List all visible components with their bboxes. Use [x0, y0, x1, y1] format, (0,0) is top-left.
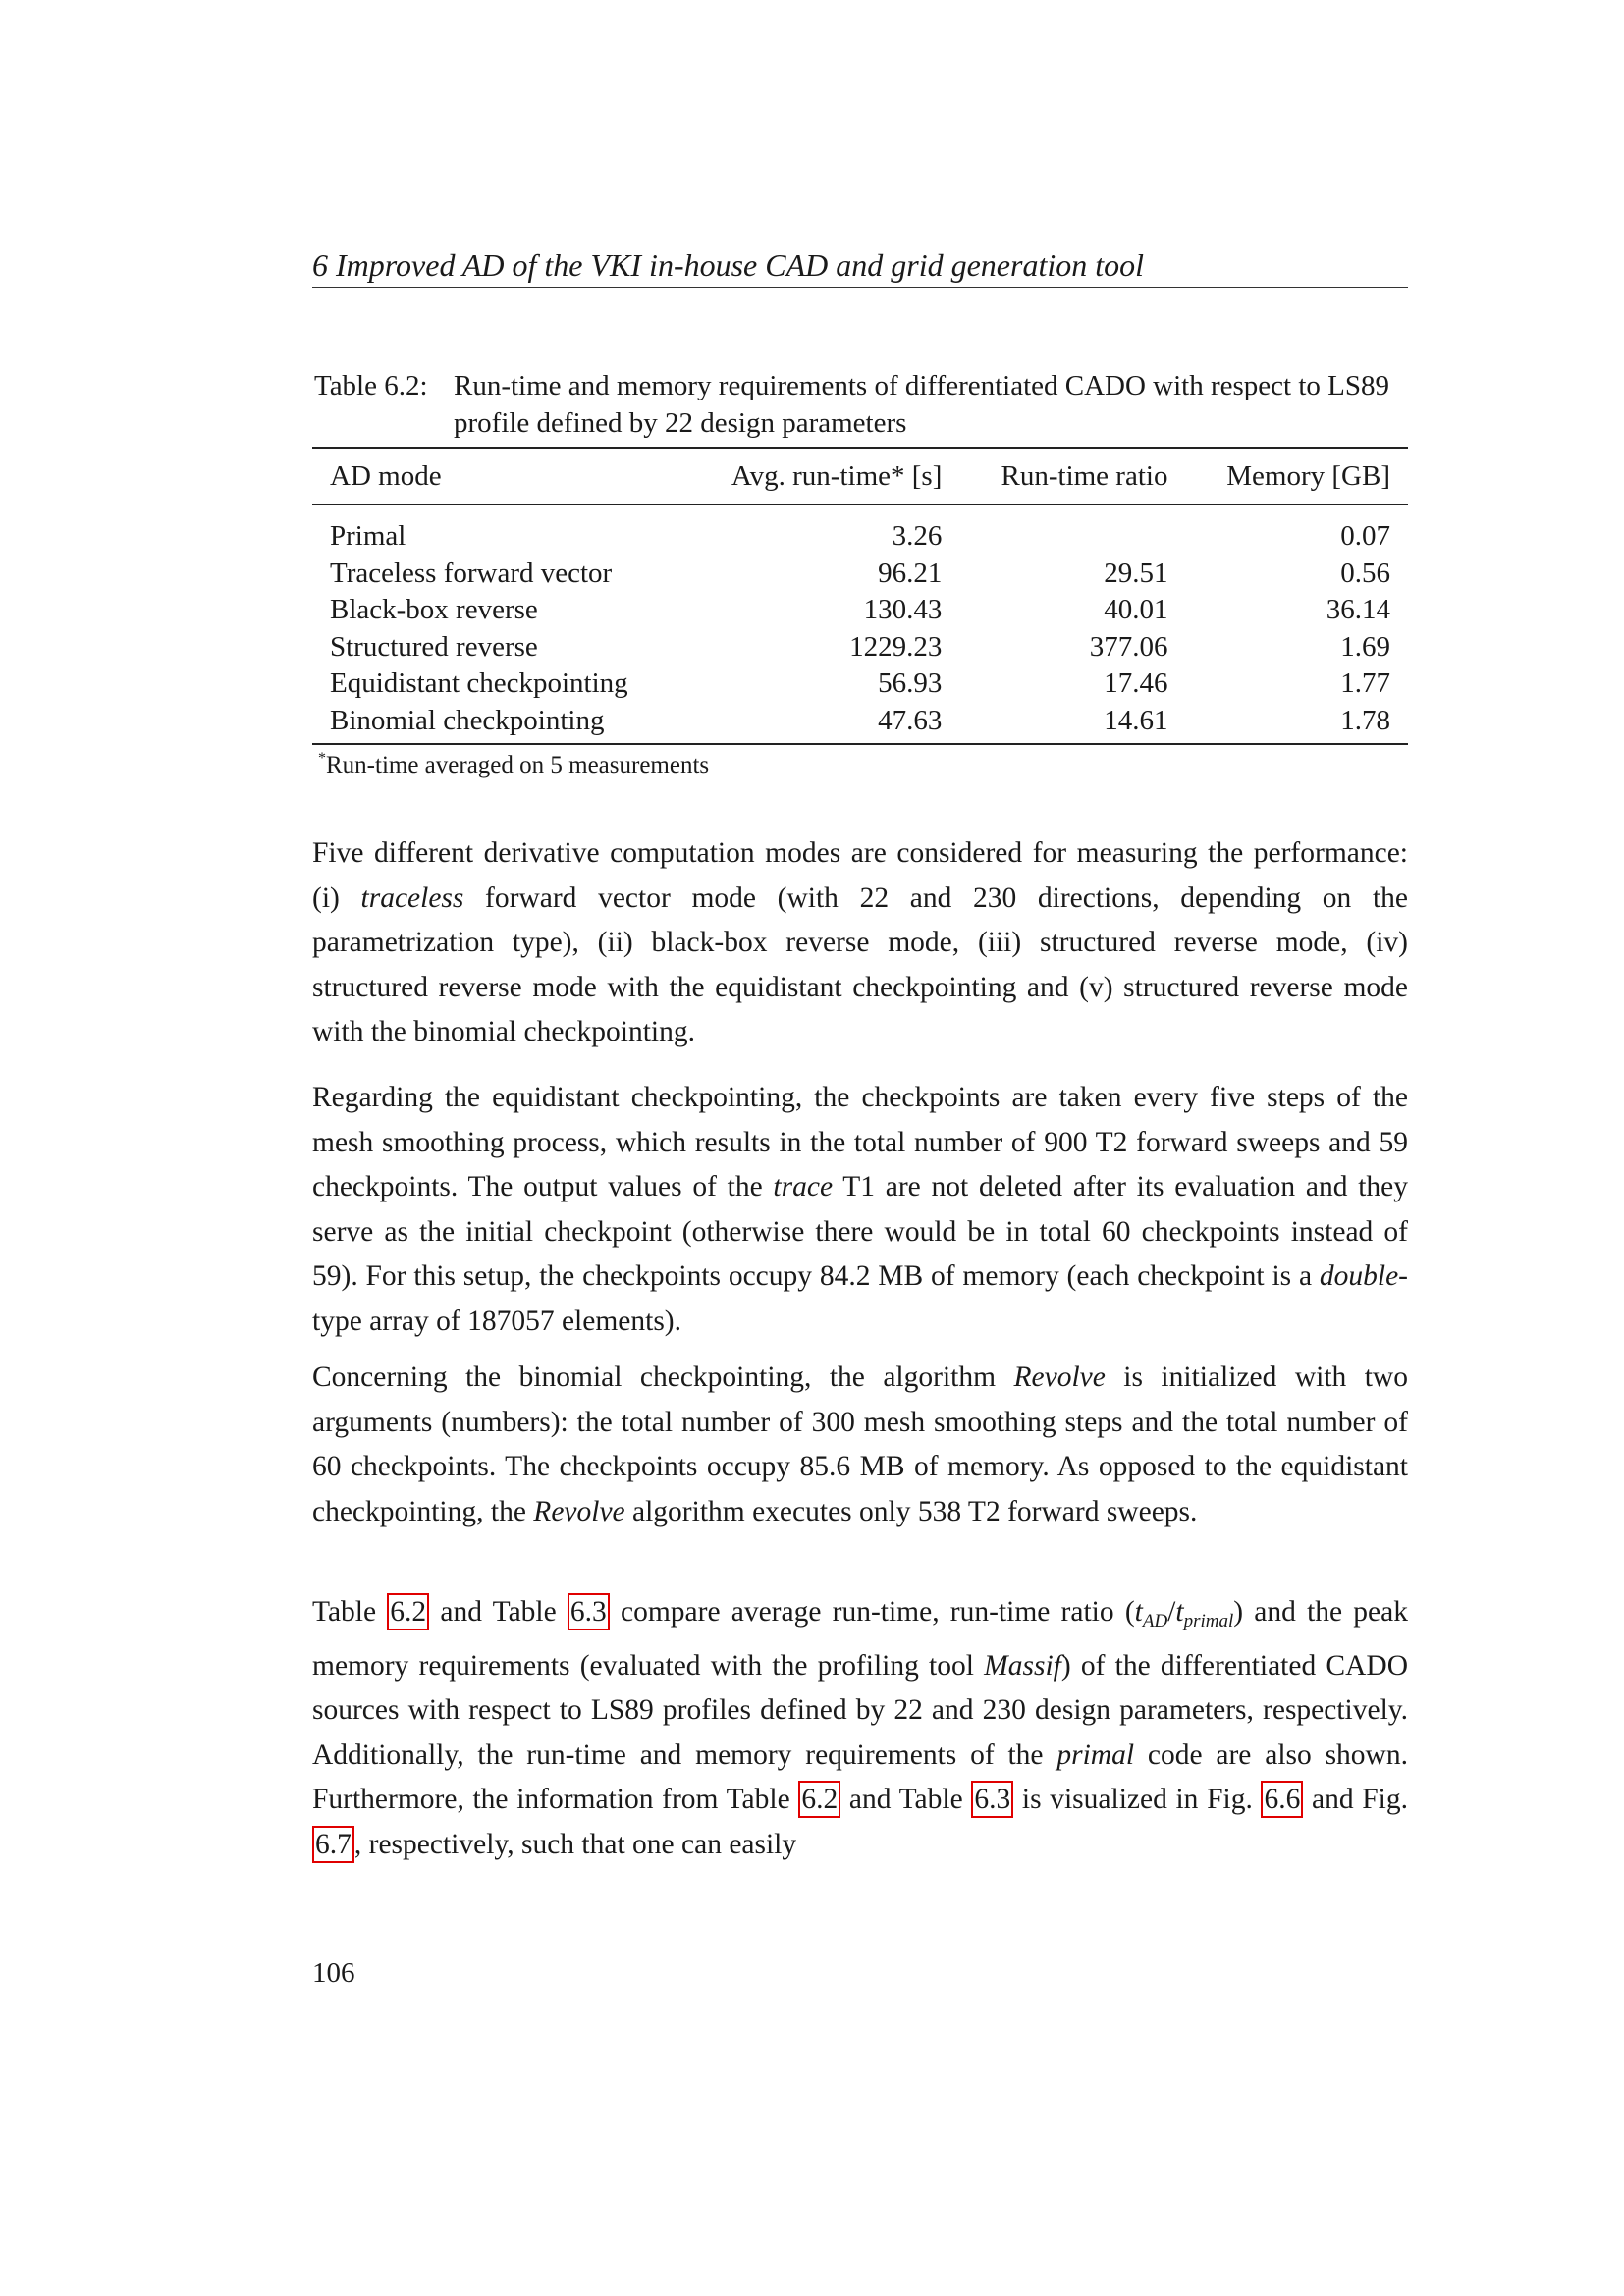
cell-ratio: 29.51: [1104, 557, 1168, 589]
cell-runtime: 130.43: [863, 594, 943, 626]
text-run: Concerning the binomial checkpointing, the algorithm: [312, 1362, 1014, 1393]
math-subscript: primal: [1183, 1611, 1234, 1631]
math-symbol: t: [1134, 1596, 1143, 1628]
text-run: -type array of 187057 elements).: [312, 1260, 1408, 1337]
cell-runtime: 56.93: [878, 667, 943, 700]
cell-memory: 36.14: [1326, 594, 1390, 626]
cell-memory: 0.07: [1340, 520, 1390, 553]
text-run: T1 are not deleted after its evaluation and they serve as the initial checkpoint (otherwise there would be in total 60 checkpoints instead of 59). For this setup, the checkpoints occupy 84.2 MB of memory (each checkpoint is a: [312, 1171, 1408, 1292]
cell-mode: Primal: [330, 520, 406, 553]
text-run: Regarding the equidistant checkpointing, the checkpoints are taken every five steps of the mesh smoothing process, which results in the total number of 900 T2 forward sweeps and 59 checkpoints. The output values of the: [312, 1082, 1408, 1202]
cell-memory: 1.77: [1340, 667, 1390, 700]
text-run: Table: [312, 1596, 388, 1628]
emphasis-traceless: traceless: [360, 881, 464, 914]
cell-mode: Binomial checkpointing: [312, 703, 684, 745]
table-row: [312, 592, 1408, 629]
paragraph-equidistant: [312, 1076, 1408, 1344]
paragraph-comparison: [312, 1590, 1408, 1867]
cell-memory: 0.56: [1340, 557, 1390, 589]
text-run: forward vector mode (with 22 and 230 directions, depending on the parametrization type), (ii) black-box reverse mode, (iii) structured reverse mode, (iv) structured reverse mode with the equidistant checkpointing and (v) structured reverse mode with the binomial checkpointing.: [312, 881, 1409, 1047]
table-footnote: [318, 744, 709, 780]
cell-runtime: 47.63: [684, 703, 959, 745]
cell-mode: Traceless forward vector: [330, 557, 613, 589]
table-caption: [314, 367, 1408, 442]
footnote-text: Run-time averaged on 5 measurements: [326, 752, 710, 778]
col-header-runtime-ratio: Run-time ratio: [959, 448, 1185, 505]
table-row: [312, 629, 1408, 667]
cell-memory: 1.78: [1185, 703, 1408, 745]
text-run: algorithm executes only 538 T2 forward sweeps.: [624, 1495, 1198, 1527]
text-run: and Table: [840, 1784, 972, 1815]
table-ref-link[interactable]: 6.2: [387, 1593, 429, 1630]
cell-mode: Structured reverse: [330, 630, 538, 663]
results-table: [312, 447, 1408, 745]
text-run: compare average run-time, run-time ratio (: [609, 1596, 1135, 1628]
cell-memory: 1.69: [1340, 630, 1390, 663]
figure-ref-link[interactable]: 6.7: [312, 1826, 354, 1863]
emphasis-revolve: Revolve: [533, 1495, 625, 1527]
header-rule: [312, 287, 1408, 288]
table-header-row: [312, 448, 1408, 505]
text-run: is visualized in Fig.: [1013, 1784, 1262, 1815]
table-row: [312, 666, 1408, 703]
emphasis-primal: primal: [1056, 1738, 1135, 1771]
cell-runtime: 1229.23: [849, 630, 943, 663]
page-number: 106: [312, 1957, 355, 1989]
text-run: Five different derivative computation modes are considered for measuring the performance: (i): [312, 837, 1408, 914]
cell-ratio: 40.01: [1104, 594, 1168, 626]
table-caption-text: Run-time and memory requirements of differentiated CADO with respect to LS89 profile defined by 22 design parameters: [454, 370, 1390, 439]
text-run: and Fig.: [1303, 1784, 1408, 1815]
math-symbol: /: [1167, 1596, 1176, 1628]
math-subscript: AD: [1142, 1611, 1168, 1631]
cell-ratio: [959, 505, 1185, 556]
text-run: code are also shown. Furthermore, the information from Table: [312, 1738, 1408, 1815]
table-ref-link[interactable]: 6.3: [568, 1593, 610, 1630]
footnote-mark: *: [318, 750, 326, 767]
cell-runtime: 3.26: [892, 520, 943, 553]
col-header-ad-mode: AD mode: [312, 448, 684, 505]
paragraph-modes: [312, 831, 1408, 1055]
text-run: and Table: [429, 1596, 568, 1628]
text-run: ) of the differentiated CADO sources with respect to LS89 profiles defined by 22 and 230 design parameters, respectively. Additionally, the run-time and memory requirements of the: [312, 1649, 1409, 1771]
table-row: [312, 556, 1408, 593]
paragraph-binomial: [312, 1356, 1408, 1534]
running-header: 6 Improved AD of the VKI in-house CAD and grid generation tool: [312, 247, 1145, 283]
emphasis-double: double: [1319, 1260, 1399, 1292]
text-run: is initialized with two arguments (numbers): the total number of 300 mesh smoothing steps and the total number of 60 checkpoints. The checkpoints occupy 85.6 MB of memory. As opposed to the equidistant checkpointing, the: [312, 1362, 1408, 1527]
math-symbol: t: [1175, 1596, 1184, 1628]
text-run: , respectively, such that one can easily: [353, 1828, 797, 1860]
emphasis-revolve: Revolve: [1013, 1362, 1106, 1393]
col-header-memory: Memory [GB]: [1185, 448, 1408, 505]
cell-ratio: 14.61: [959, 703, 1185, 745]
table-row: [312, 505, 1408, 556]
table-ref-link[interactable]: 6.3: [971, 1781, 1013, 1818]
figure-ref-link[interactable]: 6.6: [1261, 1781, 1303, 1818]
emphasis-trace: trace: [773, 1171, 834, 1202]
cell-mode: Equidistant checkpointing: [330, 667, 628, 700]
cell-runtime: 96.21: [878, 557, 943, 589]
cell-ratio: 377.06: [1089, 630, 1168, 663]
table-row: [312, 703, 1408, 745]
table-caption-label: Table 6.2:: [314, 370, 428, 401]
cell-ratio: 17.46: [1104, 667, 1168, 700]
col-header-avg-runtime: Avg. run-time* [s]: [684, 448, 959, 505]
cell-mode: Black-box reverse: [330, 594, 538, 626]
text-run: ) and the peak memory requirements (evaluated with the profiling tool: [312, 1596, 1408, 1682]
emphasis-massif: Massif: [984, 1649, 1061, 1682]
table-ref-link[interactable]: 6.2: [798, 1781, 840, 1818]
